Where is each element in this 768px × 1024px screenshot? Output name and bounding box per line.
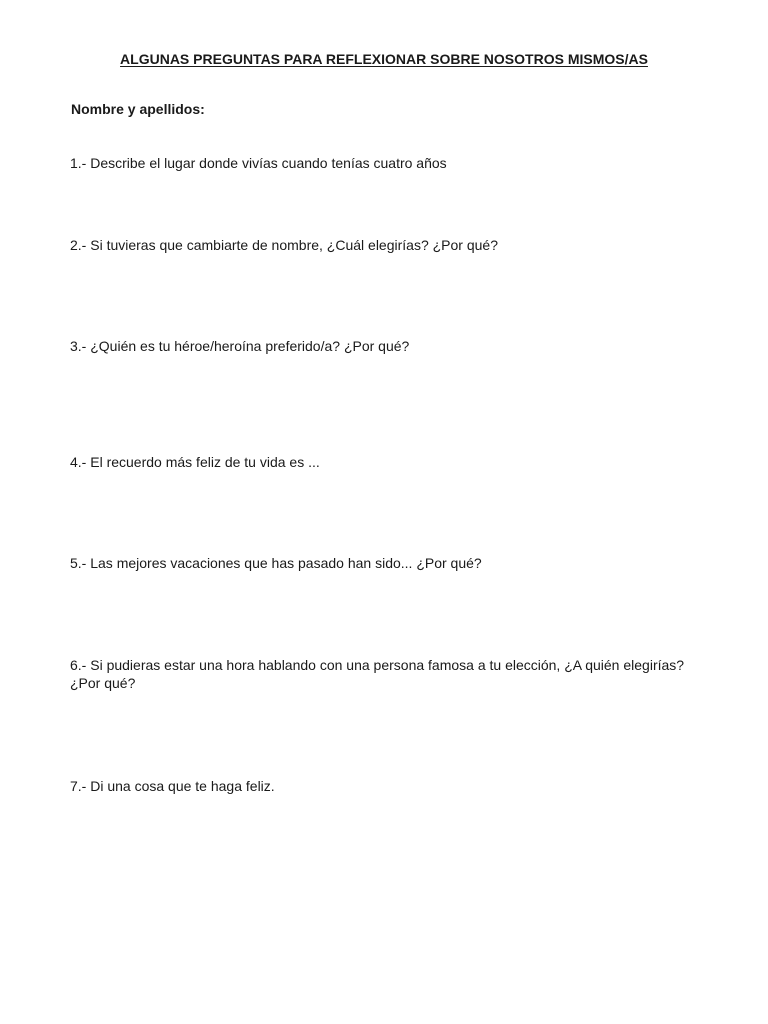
document-title [0,50,768,68]
question-1: 1.- Describe el lugar donde vivías cuando tenías cuatro años [70,155,447,171]
document-title-text: ALGUNAS PREGUNTAS PARA REFLEXIONAR SOBRE NOSOTROS MISMOS/AS [120,51,648,67]
question-5: 5.- Las mejores vacaciones que has pasado han sido... ¿Por qué? [70,555,482,571]
question-6: 6.- Si pudieras estar una hora hablando con una persona famosa a tu elección, ¿A quién elegirías? ¿Por qué? [70,657,685,691]
question-3: 3.- ¿Quién es tu héroe/heroína preferido/a? ¿Por qué? [70,338,410,354]
question-7: 7.- Di una cosa que te haga feliz. [70,778,275,794]
question-4: 4.- El recuerdo más feliz de tu vida es ... [70,454,320,470]
name-label: Nombre y apellidos: [71,101,205,117]
question-2: 2.- Si tuvieras que cambiarte de nombre, ¿Cuál elegirías? ¿Por qué? [70,237,498,253]
